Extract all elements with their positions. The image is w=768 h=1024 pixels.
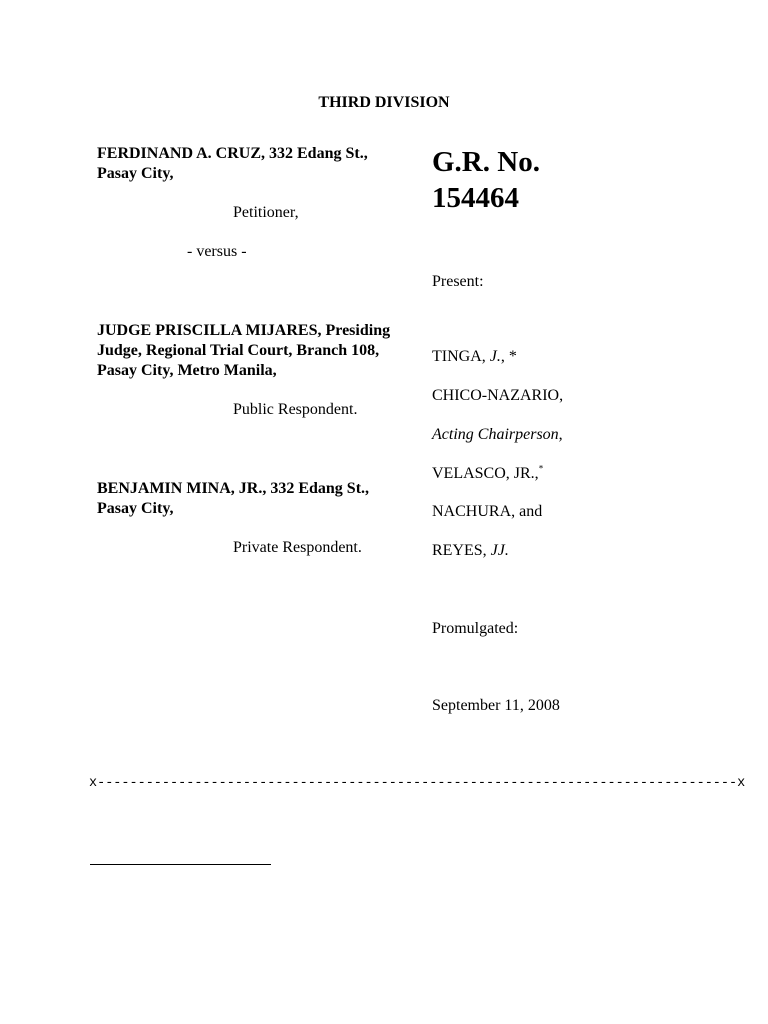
promulgated-label: Promulgated: — [432, 620, 519, 637]
petitioner-name: FERDINAND A. CRUZ, 332 Edang St., Pasay City, — [97, 145, 368, 182]
footnote-separator — [90, 864, 271, 865]
justice-tinga-mark: , * — [500, 348, 517, 365]
justice-velasco-mark: * — [538, 463, 544, 474]
justice-tinga — [432, 347, 517, 367]
division-heading: THIRD DIVISION — [318, 94, 450, 111]
case-number-label: G.R. No. — [432, 146, 540, 178]
justice-tinga-suffix: J. — [489, 348, 501, 365]
justice-chico-nazario: CHICO-NAZARIO, — [432, 387, 564, 404]
case-number — [432, 144, 632, 216]
acting-chairperson-label: Acting Chairperson, — [432, 426, 563, 443]
justice-nachura: NACHURA, and — [432, 503, 543, 520]
caption-divider: x-------------------------------------------------------------------------------x — [89, 776, 746, 791]
justice-velasco — [432, 464, 543, 484]
justice-reyes-suffix: JJ. — [490, 542, 509, 559]
promulgated-date: September 11, 2008 — [432, 697, 560, 714]
present-label: Present: — [432, 273, 484, 290]
justice-tinga-name: TINGA, — [432, 348, 490, 365]
justice-velasco-name: VELASCO, JR., — [432, 465, 539, 482]
petitioner-role: Petitioner, — [233, 204, 299, 221]
justice-reyes-name: REYES, — [432, 542, 491, 559]
versus-label: - versus - — [187, 243, 247, 260]
private-respondent-name: BENJAMIN MINA, JR., 332 Edang St., Pasay City, — [97, 480, 370, 517]
private-respondent-role: Private Respondent. — [233, 539, 362, 556]
public-respondent-name: JUDGE PRISCILLA MIJARES, Presiding Judge, Regional Trial Court, Branch 108, Pasay City, Metro Manila, — [97, 322, 391, 379]
case-number-value: 154464 — [432, 182, 519, 214]
justice-reyes — [432, 541, 509, 561]
public-respondent-role: Public Respondent. — [233, 401, 358, 418]
